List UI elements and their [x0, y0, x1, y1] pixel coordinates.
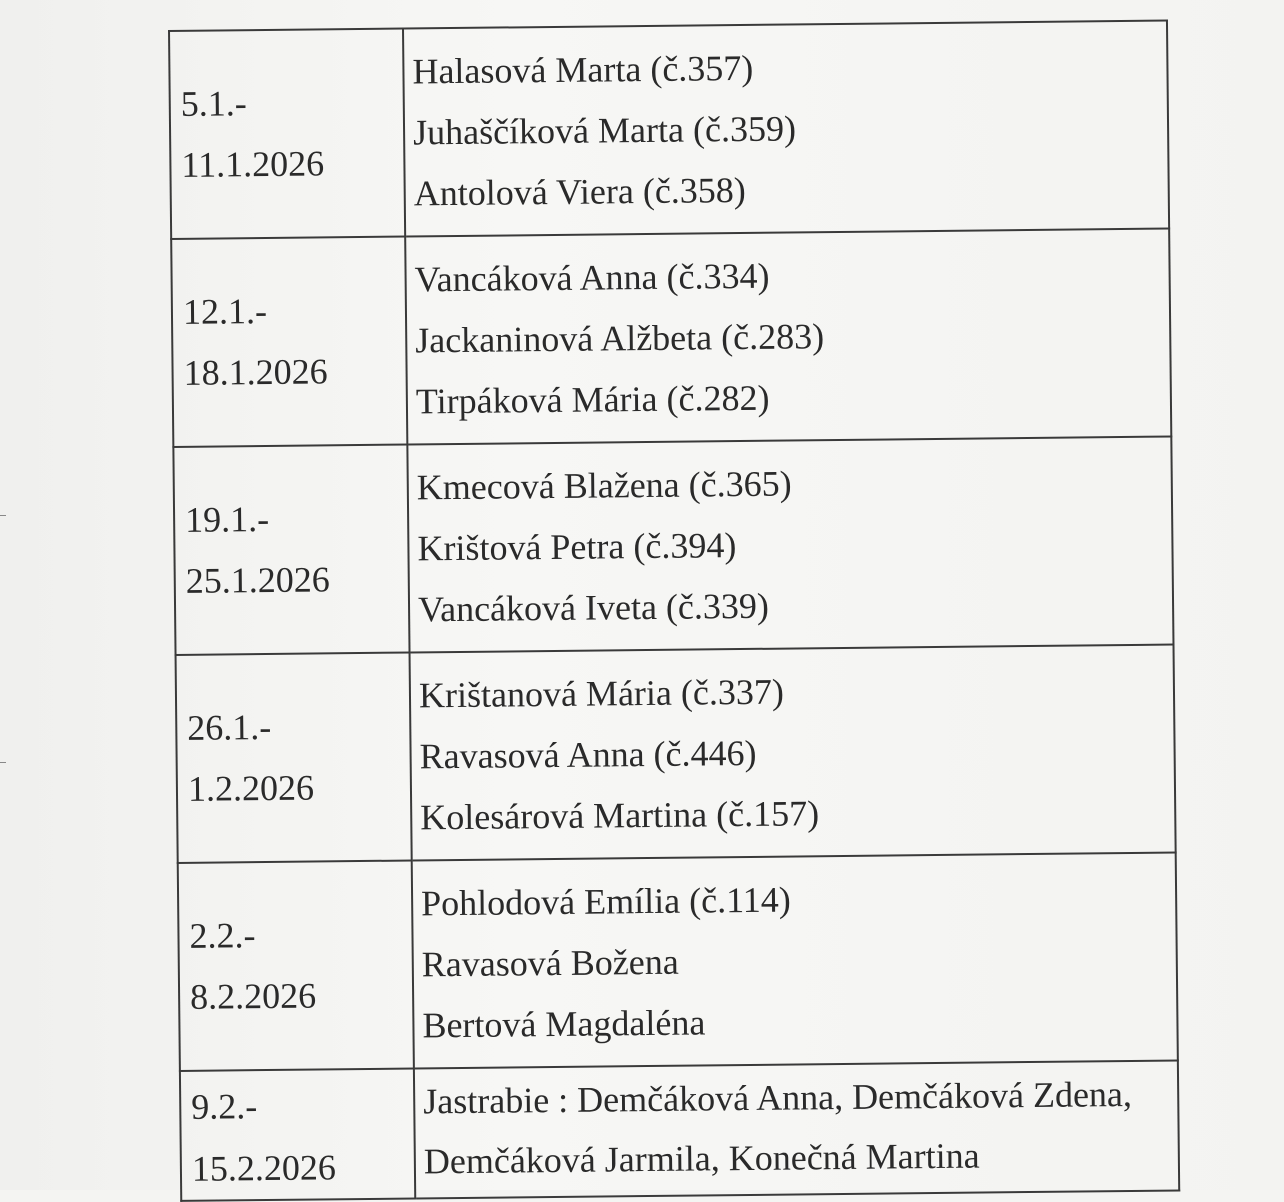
date-start: 26.1.- — [187, 706, 272, 748]
table-row — [173, 437, 1173, 655]
names-cell — [414, 1060, 1179, 1198]
names-cell — [407, 437, 1173, 653]
person-name: Demčáková Jarmila, Konečná Martina — [423, 1135, 980, 1182]
table-row — [169, 21, 1169, 239]
date-end: 8.2.2026 — [189, 975, 317, 1017]
person-name: Kolesárová Martina (č.157) — [420, 792, 820, 837]
names-cell — [405, 229, 1171, 445]
person-name: Ravasová Anna (č.446) — [419, 732, 757, 776]
date-end: 18.1.2026 — [183, 351, 328, 393]
person-name: Kmecová Blažena (č.365) — [416, 462, 792, 507]
person-name: Vancáková Anna (č.334) — [414, 255, 770, 299]
table-row — [171, 229, 1171, 447]
date-start: 5.1.- — [180, 83, 247, 124]
margin-mark — [0, 762, 6, 763]
date-start: 19.1.- — [184, 498, 270, 540]
date-start: 9.2.- — [191, 1086, 258, 1127]
person-name: Tirpáková Mária (č.282) — [415, 377, 770, 421]
date-cell — [173, 445, 409, 655]
date-start: 12.1.- — [182, 290, 268, 332]
person-name: Antolová Viera (č.358) — [413, 169, 746, 213]
date-end: 15.2.2026 — [191, 1147, 337, 1189]
date-cell — [176, 653, 412, 863]
date-end: 25.1.2026 — [185, 559, 330, 601]
person-name: Halasová Marta (č.357) — [412, 47, 754, 91]
person-name: Jackaninová Alžbeta (č.283) — [415, 315, 825, 360]
date-cell — [178, 860, 414, 1070]
date-start: 2.2.- — [189, 915, 256, 956]
person-name: Vancáková Iveta (č.339) — [417, 585, 770, 629]
date-cell — [180, 1068, 415, 1200]
person-name: Bertová Magdaléna — [422, 1001, 706, 1045]
schedule-table — [168, 20, 1180, 1202]
names-cell — [410, 645, 1176, 861]
date-cell — [169, 29, 405, 239]
person-name: Ravasová Božena — [421, 941, 679, 984]
date-cell — [171, 237, 407, 447]
margin-mark — [0, 515, 6, 516]
person-name: Pohlodová Emília (č.114) — [420, 879, 791, 923]
names-cell — [403, 21, 1169, 237]
table-row — [180, 1060, 1179, 1200]
person-name: Jastrabie : Demčáková Anna, Demčáková Zdena, — [423, 1073, 1133, 1122]
table-row — [178, 852, 1178, 1070]
table-row — [176, 645, 1176, 863]
schedule-table-wrapper — [168, 20, 1180, 1202]
person-name: Krištanová Mária (č.337) — [418, 671, 785, 715]
person-name: Juhaščíková Marta (č.359) — [412, 107, 797, 152]
names-cell — [412, 852, 1178, 1068]
person-name: Krištová Petra (č.394) — [417, 524, 737, 568]
date-end: 1.2.2026 — [187, 767, 315, 809]
date-end: 11.1.2026 — [181, 143, 325, 185]
